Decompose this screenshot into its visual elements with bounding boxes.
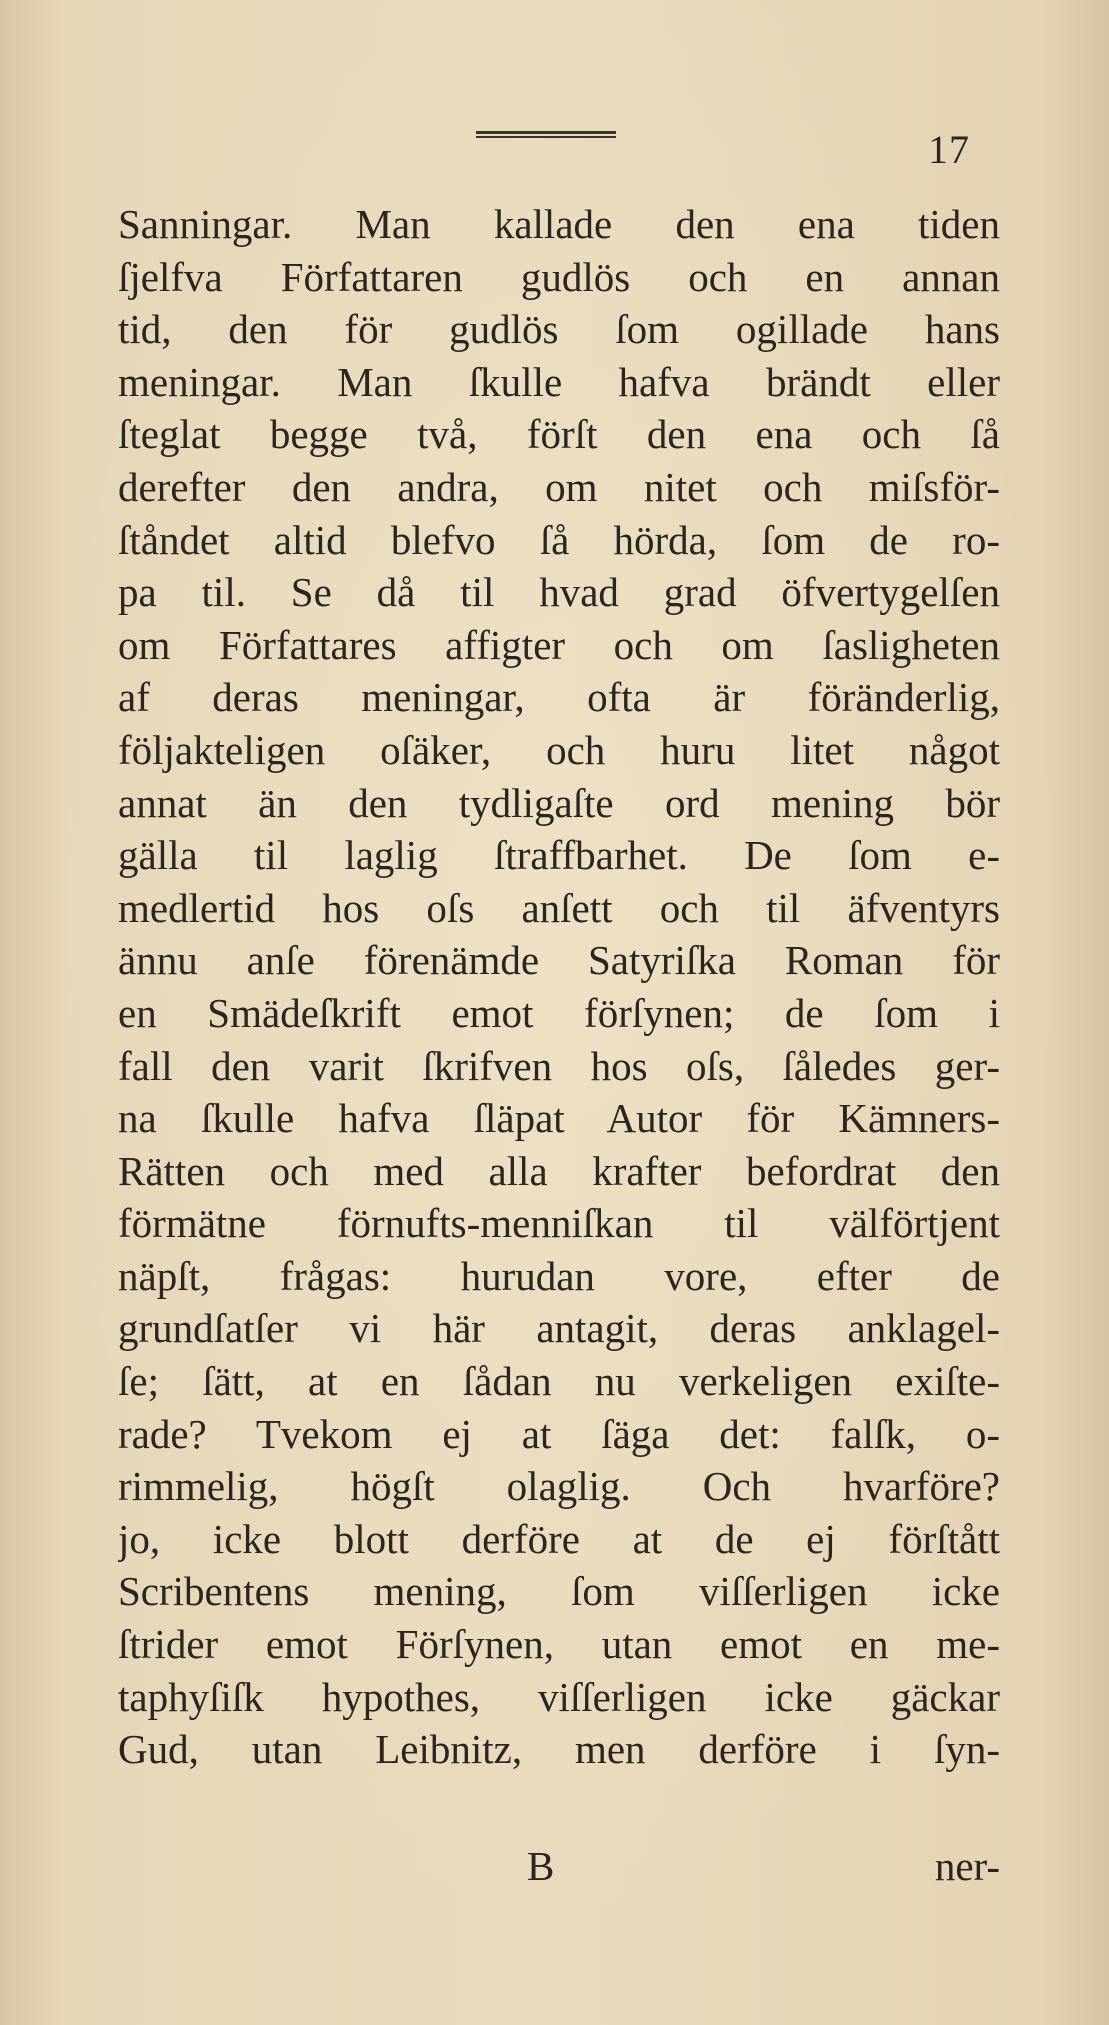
- text-line: Rätten och med alla krafter befordrat den: [118, 1147, 1000, 1194]
- text-line: ſjelfva Författaren gudlös och en annan: [118, 253, 1000, 300]
- text-line: na ſkulle hafva ſläpat Autor för Kämners-: [118, 1095, 1000, 1142]
- text-line: rimmelig, högſt olaglig. Och hvarföre?: [118, 1463, 1000, 1510]
- text-line: Scribentens mening, ſom viſſerligen icke: [118, 1568, 1000, 1615]
- text-line: Gud, utan Leibnitz, men derföre i ſyn-: [118, 1726, 1000, 1773]
- text-line: tid, den för gudlös ſom ogillade hans: [118, 306, 1000, 353]
- text-line: taphyſiſk hypothes, viſſerligen icke gäckar: [118, 1673, 1000, 1720]
- text-line: ſteglat begge två, förſt den ena och ſå: [118, 411, 1000, 458]
- text-line: om Författares affigter och om ſasligheten: [118, 621, 1000, 668]
- text-line: fall den varit ſkrifven hos oſs, ſåledes ger-: [118, 1042, 1000, 1089]
- text-line: gälla til laglig ſtraffbarhet. De ſom e-: [118, 832, 1000, 879]
- text-line: ännu anſe förenämde Satyriſka Roman för: [118, 937, 1000, 984]
- page-footer: [118, 1840, 1000, 1892]
- body-text: [118, 198, 1000, 1776]
- text-line: ſtrider emot Förſynen, utan emot en me-: [118, 1621, 1000, 1668]
- page-number: 17: [928, 127, 970, 172]
- text-line: jo, icke blott derföre at de ej förſtått: [118, 1515, 1000, 1562]
- text-line: en Smädeſkrift emot förſynen; de ſom i: [118, 989, 1000, 1036]
- text-line: följakteligen oſäker, och huru litet något: [118, 726, 1000, 773]
- signature-mark: B: [527, 1843, 555, 1889]
- text-line: förmätne förnufts-menniſkan til välförtjent: [118, 1200, 1000, 1247]
- text-line: pa til. Se då til hvad grad öfvertygelſen: [118, 569, 1000, 616]
- text-line: annat än den tydligaſte ord mening bör: [118, 779, 1000, 826]
- text-line: derefter den andra, om nitet och miſsför-: [118, 463, 1000, 510]
- text-line: af deras meningar, ofta är föränderlig,: [118, 674, 1000, 721]
- text-line: medlertid hos oſs anſett och til äfventyrs: [118, 884, 1000, 931]
- text-line: meningar. Man ſkulle hafva brändt eller: [118, 358, 1000, 405]
- text-line: ſe; ſätt, at en ſådan nu verkeligen exiſte-: [118, 1358, 1000, 1405]
- text-line: grundſatſer vi här antagit, deras anklagel-: [118, 1305, 1000, 1352]
- text-line: näpſt, frågas: hurudan vore, efter de: [118, 1252, 1000, 1299]
- header-rule: [476, 131, 616, 138]
- catchword: ner-: [934, 1843, 1000, 1889]
- text-line: ſtåndet altid blefvo ſå hörda, ſom de ro-: [118, 516, 1000, 563]
- text-line: Sanningar. Man kallade den ena tiden: [118, 201, 1000, 247]
- text-line: rade? Tvekom ej at ſäga det: falſk, o-: [118, 1410, 1000, 1457]
